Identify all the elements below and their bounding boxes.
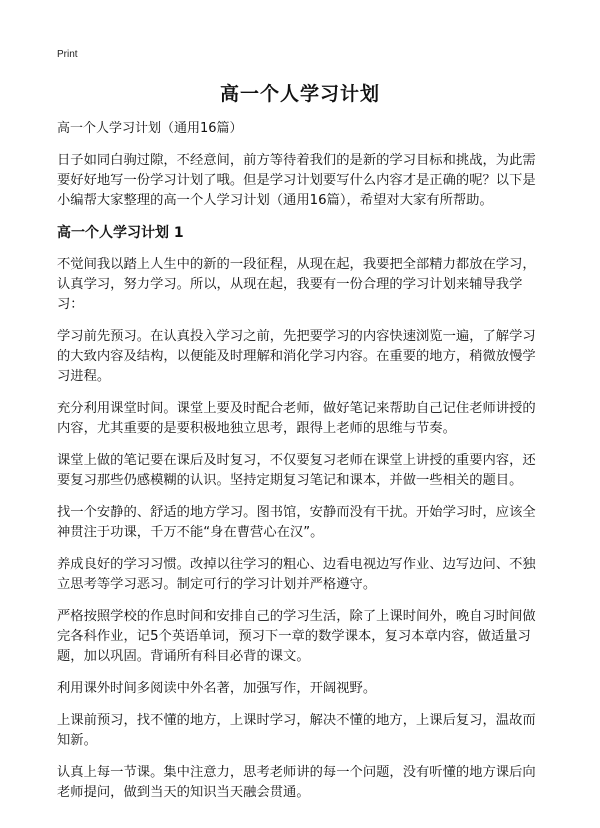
document-body [57,119,545,815]
body-paragraph: 学习前先预习。在认真投入学习之前，先把要学习的内容快速浏览一遍，了解学习的大致内容及结构，以便能及时理解和消化学习内容。在重要的地方，稍微放慢学习进程。 [57,329,536,384]
body-paragraph: 养成良好的学习习惯。改掉以往学习的粗心、边看电视边写作业、边写边问、不独立思考等学习恶习。制定可行的学习计划并严格遵守。 [57,557,536,592]
section-heading: 高一个人学习计划 1 [57,225,184,241]
body-paragraph: 认真上每一节课。集中注意力，思考老师讲的每一个问题，没有听懂的地方课后向老师提问，做到当天的知识当天融会贯通。 [57,765,536,800]
body-paragraph: 找一个安静的、舒适的地方学习。图书馆，安静而没有干扰。开始学习时，应该全神贯注于功课，千万不能“身在曹营心在汉”。 [57,505,536,540]
body-paragraph: 课堂上做的笔记要在课后及时复习，不仅要复习老师在课堂上讲授的重要内容，还要复习那些仍感模糊的认识。坚持定期复习笔记和课本，并做一些相关的题目。 [57,453,536,488]
page-title: 高一个人学习计划 [219,83,380,105]
body-paragraph: 严格按照学校的作息时间和安排自己的学习生活，除了上课时间外，晚自习时间做完各科作业，记5个英语单词，预习下一章的数学课本，复习本章内容，做适量习题，加以巩固。背诵所有科目必背的课文。 [57,609,536,664]
intro-paragraph: 日子如同白驹过隙，不经意间，前方等待着我们的是新的学习目标和挑战，为此需要好好地写一份学习计划了哦。但是学习计划要写什么内容才是正确的呢？以下是小编帮大家整理的高一个人学习计划（通用16篇），希望对大家有所帮助。 [57,153,536,208]
body-paragraph: 上课前预习，找不懂的地方，上课时学习，解决不懂的地方，上课后复习，温故而知新。 [57,713,536,748]
document-subtitle: 高一个人学习计划（通用16篇） [57,121,243,136]
print-link[interactable]: Print [57,49,78,60]
body-paragraph: 利用课外时间多阅读中外名著，加强写作，开阔视野。 [57,681,377,696]
body-paragraph: 不觉间我以踏上人生中的新的一段征程，从现在起，我要把全部精力都放在学习，认真学习，努力学习。所以，从现在起，我要有一份合理的学习计划来辅导我学习： [57,257,536,312]
body-paragraph: 充分利用课堂时间。课堂上要及时配合老师，做好笔记来帮助自己记住老师讲授的内容，尤其重要的是要积极地独立思考，跟得上老师的思维与节奏。 [57,401,536,436]
